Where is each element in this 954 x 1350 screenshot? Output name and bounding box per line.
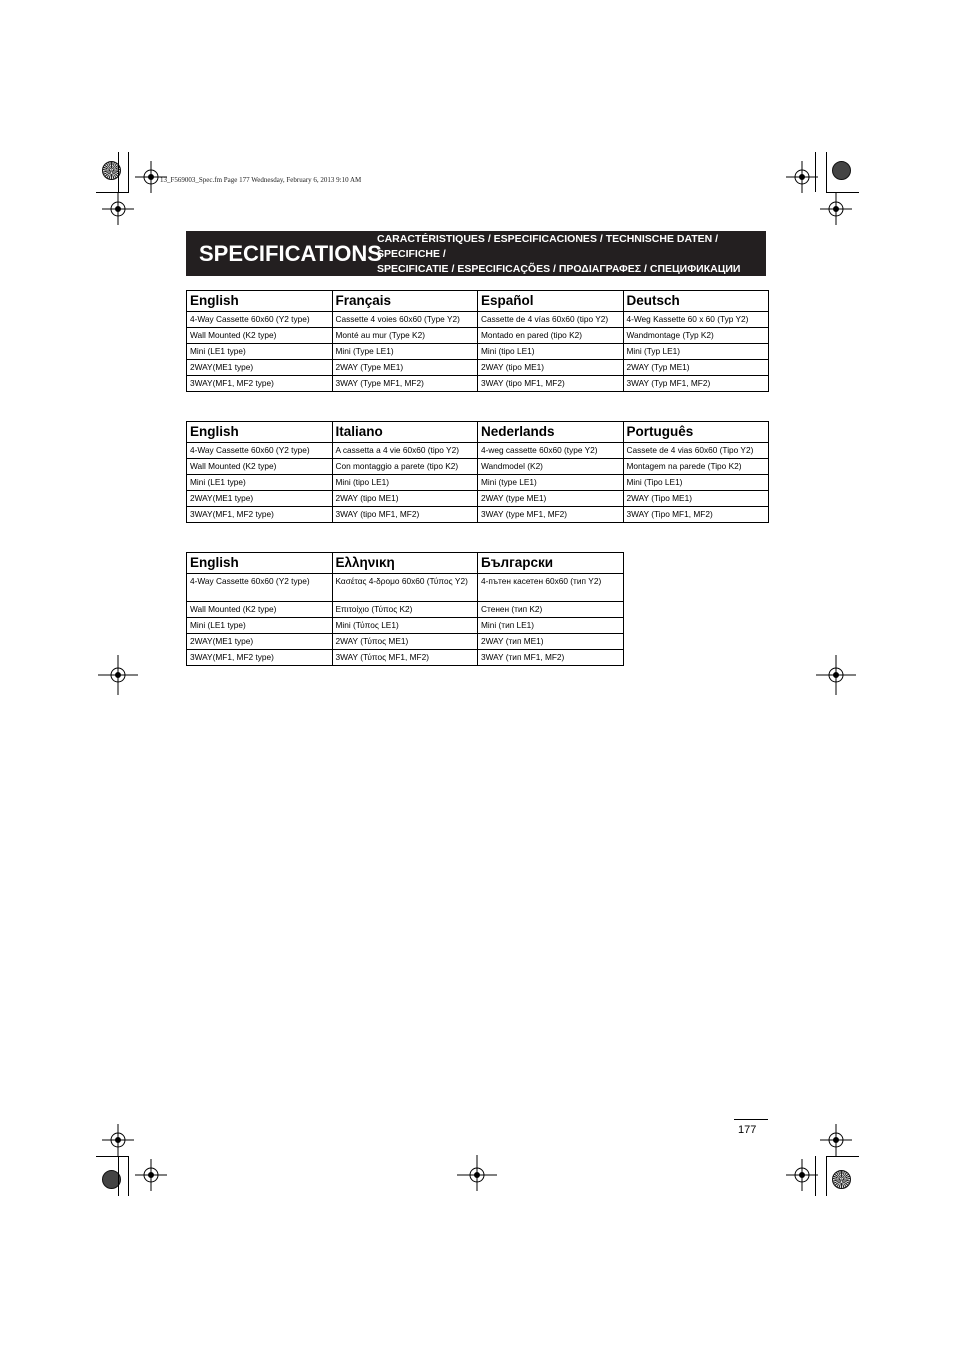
spec-table-1 <box>186 290 769 392</box>
table-cell: 3WAY (тип MF1, MF2) <box>478 650 624 666</box>
crop-line <box>826 1156 827 1196</box>
table-cell: 2WAY (Tipo ME1) <box>623 491 769 507</box>
table-cell: 4-Weg Kassette 60 x 60 (Typ Y2) <box>623 312 769 328</box>
table-header-row <box>187 422 769 443</box>
table-cell: Monté au mur (Type K2) <box>332 328 478 344</box>
table-row <box>187 360 769 376</box>
table-cell: 2WAY (Typ ME1) <box>623 360 769 376</box>
table-cell: Mini (Τύπος LE1) <box>332 618 478 634</box>
table-cell: 2WAY(ME1 type) <box>187 491 333 507</box>
specifications-header <box>186 231 766 276</box>
table-cell: 2WAY (type ME1) <box>478 491 624 507</box>
table-cell: Wall Mounted (K2 type) <box>187 328 333 344</box>
table-cell: 3WAY (Τύπος MF1, MF2) <box>332 650 478 666</box>
table-cell: Wall Mounted (K2 type) <box>187 602 333 618</box>
header-languages-line: SPECIFICATIE / ESPECIFICAÇÕES / ΠΡΟΔΙΑΓΡΑΦΕΣ / СПЕЦИФИКАЦИИ <box>377 262 741 275</box>
column-header: Deutsch <box>623 291 769 312</box>
table-cell: A cassetta a 4 vie 60x60 (tipo Y2) <box>332 443 478 459</box>
registration-crosshair-icon <box>802 1175 803 1176</box>
column-header: Italiano <box>332 422 478 443</box>
table-row <box>187 443 769 459</box>
table-cell: 3WAY(MF1, MF2 type) <box>187 376 333 392</box>
table-cell: Mini (LE1 type) <box>187 344 333 360</box>
table-cell: 4-пътен касетен 60x60 (тип Y2) <box>478 574 624 602</box>
table-row <box>187 491 769 507</box>
table-row <box>187 602 624 618</box>
table-cell: 4-Way Cassette 60x60 (Y2 type) <box>187 574 333 602</box>
registration-crosshair-icon <box>477 1175 478 1176</box>
table-header-row <box>187 553 624 574</box>
table-cell: Стенен (тип K2) <box>478 602 624 618</box>
registration-disc-icon <box>832 161 851 180</box>
table-row <box>187 459 769 475</box>
file-info-line: 13_F569003_Spec.fm Page 177 Wednesday, February 6, 2013 9:10 AM <box>160 176 362 184</box>
registration-crosshair-icon <box>836 209 837 210</box>
header-languages-line: CARACTÉRISTIQUES / ESPECIFICACIONES / TECHNISCHE DATEN / SPECIFICHE / <box>377 232 719 260</box>
table-row <box>187 475 769 491</box>
table-cell: Επιτοίχιο (Τύπος K2) <box>332 602 478 618</box>
table-cell: 3WAY (Type MF1, MF2) <box>332 376 478 392</box>
table-cell: 2WAY(ME1 type) <box>187 360 333 376</box>
crop-line <box>815 152 816 192</box>
crop-line <box>118 1156 119 1196</box>
crop-line <box>826 152 827 192</box>
table-cell: Montado en pared (tipo K2) <box>478 328 624 344</box>
table-cell: Cassette de 4 vías 60x60 (tipo Y2) <box>478 312 624 328</box>
table-cell: 4-weg cassette 60x60 (type Y2) <box>478 443 624 459</box>
registration-crosshair-icon <box>151 1175 152 1176</box>
registration-crosshair-icon <box>118 675 119 676</box>
table-cell: 2WAY (tipo ME1) <box>332 491 478 507</box>
table-row <box>187 344 769 360</box>
column-header: Português <box>623 422 769 443</box>
table-cell: 2WAY (тип ME1) <box>478 634 624 650</box>
crop-line <box>118 152 119 192</box>
registration-crosshair-icon <box>836 1140 837 1141</box>
crop-line <box>128 1156 129 1196</box>
table-cell: 3WAY (type MF1, MF2) <box>478 507 624 523</box>
column-header: Български <box>478 553 624 574</box>
table-cell: Mini (tipo LE1) <box>332 475 478 491</box>
table-header-row <box>187 291 769 312</box>
table-cell: Mini (Type LE1) <box>332 344 478 360</box>
table-cell: 3WAY(MF1, MF2 type) <box>187 507 333 523</box>
table-row <box>187 650 624 666</box>
column-header: English <box>187 553 333 574</box>
table-cell: Cassette 4 voies 60x60 (Type Y2) <box>332 312 478 328</box>
table-cell: 3WAY (Typ MF1, MF2) <box>623 376 769 392</box>
table-cell: Cassete de 4 vias 60x60 (Tipo Y2) <box>623 443 769 459</box>
crop-line <box>96 192 129 193</box>
table-cell: Mini (type LE1) <box>478 475 624 491</box>
table-cell: 4-Way Cassette 60x60 (Y2 type) <box>187 443 333 459</box>
column-header: English <box>187 291 333 312</box>
table-cell: 2WAY(ME1 type) <box>187 634 333 650</box>
table-cell: Κασέτας 4-δρομο 60x60 (Τύπος Y2) <box>332 574 478 602</box>
column-header: Ελληνικη <box>332 553 478 574</box>
table-cell: 3WAY(MF1, MF2 type) <box>187 650 333 666</box>
crop-line <box>826 1156 859 1157</box>
spec-table-2 <box>186 421 769 523</box>
table-row <box>187 574 624 602</box>
registration-crosshair-icon <box>836 675 837 676</box>
table-cell: 2WAY (Τύπος ME1) <box>332 634 478 650</box>
table-cell: Mini (LE1 type) <box>187 618 333 634</box>
table-cell: Mini (Typ LE1) <box>623 344 769 360</box>
table-row <box>187 507 769 523</box>
column-header: Français <box>332 291 478 312</box>
table-row <box>187 376 769 392</box>
table-cell: Wandmontage (Typ K2) <box>623 328 769 344</box>
table-cell: 4-Way Cassette 60x60 (Y2 type) <box>187 312 333 328</box>
table-row <box>187 312 769 328</box>
column-header: English <box>187 422 333 443</box>
crop-line <box>96 1156 129 1157</box>
table-cell: Mini (тип LE1) <box>478 618 624 634</box>
table-cell: Mini (Tipo LE1) <box>623 475 769 491</box>
table-cell: 2WAY (tipo ME1) <box>478 360 624 376</box>
header-languages <box>377 231 766 277</box>
crop-line <box>128 152 129 192</box>
crop-line <box>815 1156 816 1196</box>
table-cell: 3WAY (Tipo MF1, MF2) <box>623 507 769 523</box>
registration-crosshair-icon <box>118 1140 119 1141</box>
table-cell: Wandmodel (K2) <box>478 459 624 475</box>
table-cell: Mini (tipo LE1) <box>478 344 624 360</box>
registration-crosshair-icon <box>118 209 119 210</box>
page-title: SPECIFICATIONS <box>199 240 382 266</box>
table-cell: 2WAY (Type ME1) <box>332 360 478 376</box>
registration-crosshair-icon <box>802 177 803 178</box>
spec-table-3 <box>186 552 624 666</box>
table-cell: 3WAY (tipo MF1, MF2) <box>478 376 624 392</box>
column-header: Español <box>478 291 624 312</box>
table-cell: 3WAY (tipo MF1, MF2) <box>332 507 478 523</box>
column-header: Nederlands <box>478 422 624 443</box>
table-cell: Con montaggio a parete (tipo K2) <box>332 459 478 475</box>
registration-crosshair-icon <box>151 177 152 178</box>
crop-line <box>826 192 859 193</box>
table-cell: Wall Mounted (K2 type) <box>187 459 333 475</box>
registration-disc-icon <box>832 1170 851 1189</box>
table-cell: Montagem na parede (Tipo K2) <box>623 459 769 475</box>
table-row <box>187 634 624 650</box>
table-row <box>187 328 769 344</box>
table-row <box>187 618 624 634</box>
table-cell: Mini (LE1 type) <box>187 475 333 491</box>
page-number: 177 <box>738 1124 757 1136</box>
page-number-rule <box>734 1119 768 1120</box>
